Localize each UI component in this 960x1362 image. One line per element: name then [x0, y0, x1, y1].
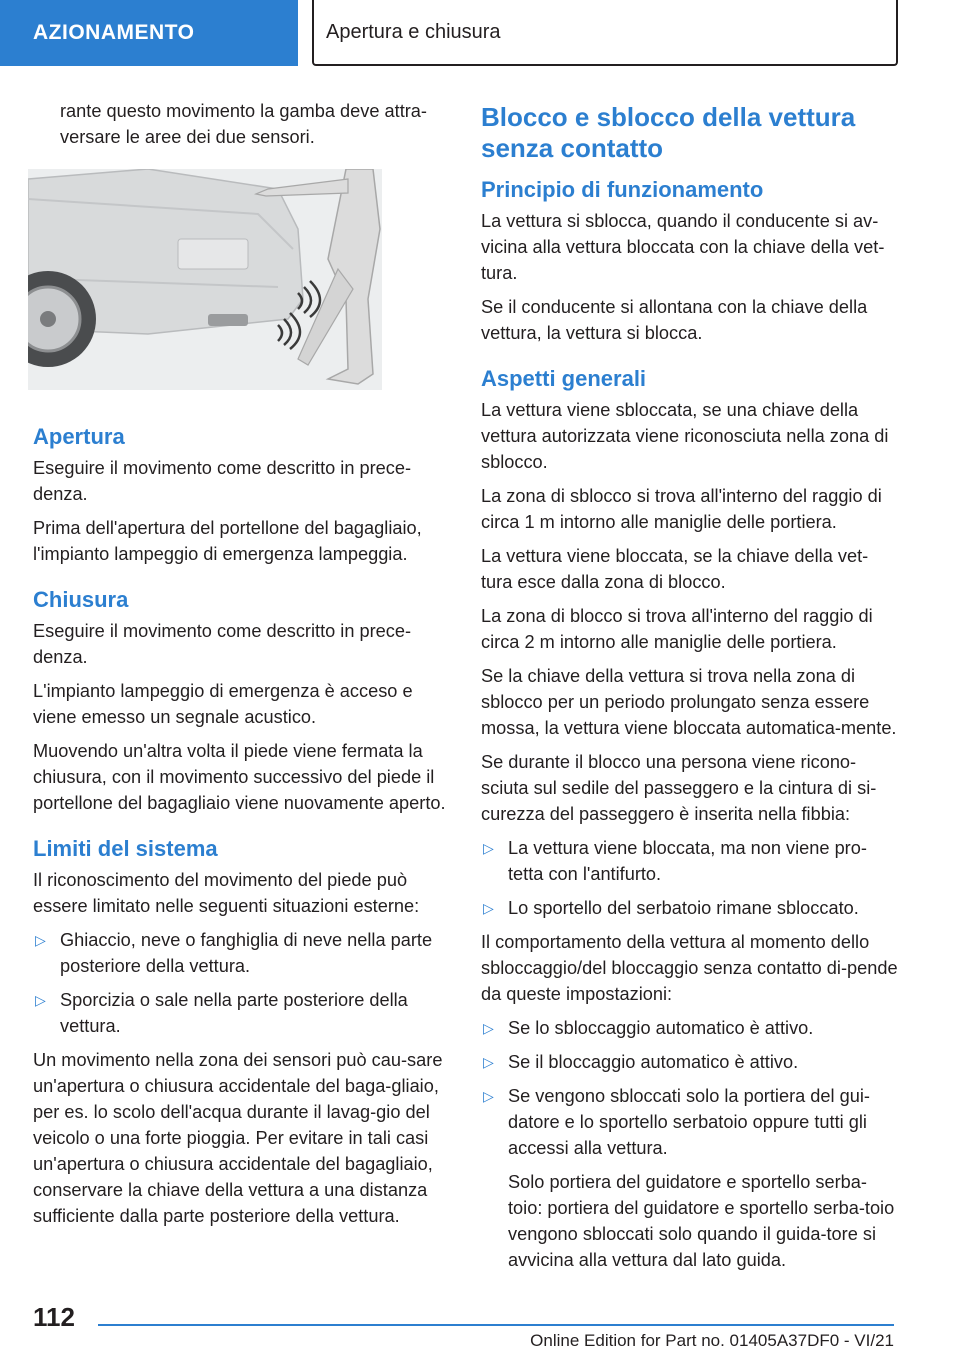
page-number: 112	[33, 1302, 75, 1332]
list-item: ▷ Se vengono sbloccati solo la portiera del gui-datore e lo sportello serbatoio oppure tutti gli accessi alla vettura.	[481, 1083, 899, 1161]
paragraph: Eseguire il movimento come descritto in prece-denza.	[33, 458, 412, 504]
paragraph: Prima dell'apertura del portellone del bagagliaio, l'impianto lampeggio di emergenza lampeggia.	[33, 518, 422, 564]
heading-limiti: Limiti del sistema	[33, 836, 218, 861]
triangle-bullet-icon: ▷	[483, 1088, 494, 1104]
list-item: ▷ Sporcizia o sale nella parte posteriore della vettura.	[33, 987, 447, 1039]
paragraph: Muovendo un'altra volta il piede viene fermata la chiusura, con il movimento successivo del piede il portellone del bagagliaio viene nuovamente aperto.	[33, 741, 446, 813]
right-column	[481, 102, 899, 1281]
footer-divider	[98, 1324, 894, 1326]
chapter-tab	[312, 0, 898, 66]
bullet-list	[481, 835, 899, 921]
list-item: ▷ Lo sportello del serbatoio rimane sbloccato.	[481, 895, 899, 921]
paragraph: Il riconoscimento del movimento del piede può essere limitato nelle seguenti situazioni esterne:	[33, 870, 420, 916]
paragraph: La vettura viene bloccata, se la chiave della vet-tura esce dalla zona di blocco.	[481, 546, 869, 592]
chapter-title: Apertura e chiusura	[326, 20, 501, 43]
kick-sensor-illustration	[28, 169, 382, 390]
paragraph: Eseguire il movimento come descritto in prece-denza.	[33, 621, 412, 667]
triangle-bullet-icon: ▷	[483, 900, 494, 916]
triangle-bullet-icon: ▷	[35, 992, 46, 1008]
paragraph: La zona di sblocco si trova all'interno del raggio di circa 1 m intorno alle maniglie delle portiera.	[481, 486, 882, 532]
paragraph: La vettura si sblocca, quando il conducente si av-vicina alla vettura bloccata con la chiave della vet-tura.	[481, 211, 885, 283]
sub-paragraph: Solo portiera del guidatore e sportello serba-toio: portiera del guidatore e sportello serba-toio vengono sbloccati solo quando il guida-tore si avvicina alla vettura dal lato guida.	[508, 1172, 895, 1270]
triangle-bullet-icon: ▷	[483, 840, 494, 856]
heading-apertura: Apertura	[33, 424, 125, 449]
list-item: ▷ Ghiaccio, neve o fanghiglia di neve nella parte posteriore della vettura.	[33, 927, 447, 979]
paragraph: La zona di blocco si trova all'interno del raggio di circa 2 m intorno alle maniglie delle portiera.	[481, 606, 873, 652]
heading-aspetti: Aspetti generali	[481, 366, 647, 391]
bullet-list	[33, 927, 447, 1039]
triangle-bullet-icon: ▷	[35, 932, 46, 948]
list-item: ▷ Se lo sbloccaggio automatico è attivo.	[481, 1015, 899, 1041]
section-heading: Blocco e sblocco della vettura senza contatto	[481, 102, 856, 163]
paragraph: L'impianto lampeggio di emergenza è acceso e viene emesso un segnale acustico.	[33, 681, 413, 727]
section-tab	[0, 0, 298, 66]
paragraph: Se durante il blocco una persona viene ricono-sciuta sul sedile del passeggero e la cintura di si-curezza del passeggero è inserita nella fibbia:	[481, 752, 877, 824]
paragraph: Se il conducente si allontana con la chiave della vettura, la vettura si blocca.	[481, 297, 868, 343]
section-title: AZIONAMENTO	[33, 21, 195, 44]
car-trunk-illustration	[28, 169, 382, 390]
list-item: ▷ Se il bloccaggio automatico è attivo.	[481, 1049, 899, 1075]
triangle-bullet-icon: ▷	[483, 1054, 494, 1070]
footer-edition: Online Edition for Part no. 01405A37DF0 - VI/21	[530, 1331, 894, 1350]
heading-chiusura: Chiusura	[33, 587, 129, 612]
paragraph: Se la chiave della vettura si trova nella zona di sblocco per un periodo prolungato senza essere mossa, la vettura viene bloccata automatica-mente.	[481, 666, 897, 738]
paragraph: Un movimento nella zona dei sensori può cau-sare un'apertura o chiusura accidentale del baga-gliaio, per es. lo scolo dell'acqua durante il lavag-gio del veicolo o una forte pioggia. Per evitare in tali casi un'apertura o chiusura accidentale del bagagliaio, conservare la chiave della vettura a una distanza sufficiente dalla parte posteriore della vettura.	[33, 1050, 443, 1226]
heading-principio: Principio di funzionamento	[481, 177, 764, 202]
list-item: ▷ La vettura viene bloccata, ma non viene pro-tetta con l'antifurto.	[481, 835, 899, 887]
triangle-bullet-icon: ▷	[483, 1020, 494, 1036]
intro-paragraph: rante questo movimento la gamba deve attra-versare le aree dei due sensori.	[60, 101, 427, 147]
bullet-list	[481, 1015, 899, 1161]
paragraph: La vettura viene sbloccata, se una chiave della vettura autorizzata viene riconosciuta nella zona di sblocco.	[481, 400, 889, 472]
paragraph: Il comportamento della vettura al momento dello sbloccaggio/del bloccaggio senza contatto di-pende da queste impostazioni:	[481, 932, 898, 1004]
